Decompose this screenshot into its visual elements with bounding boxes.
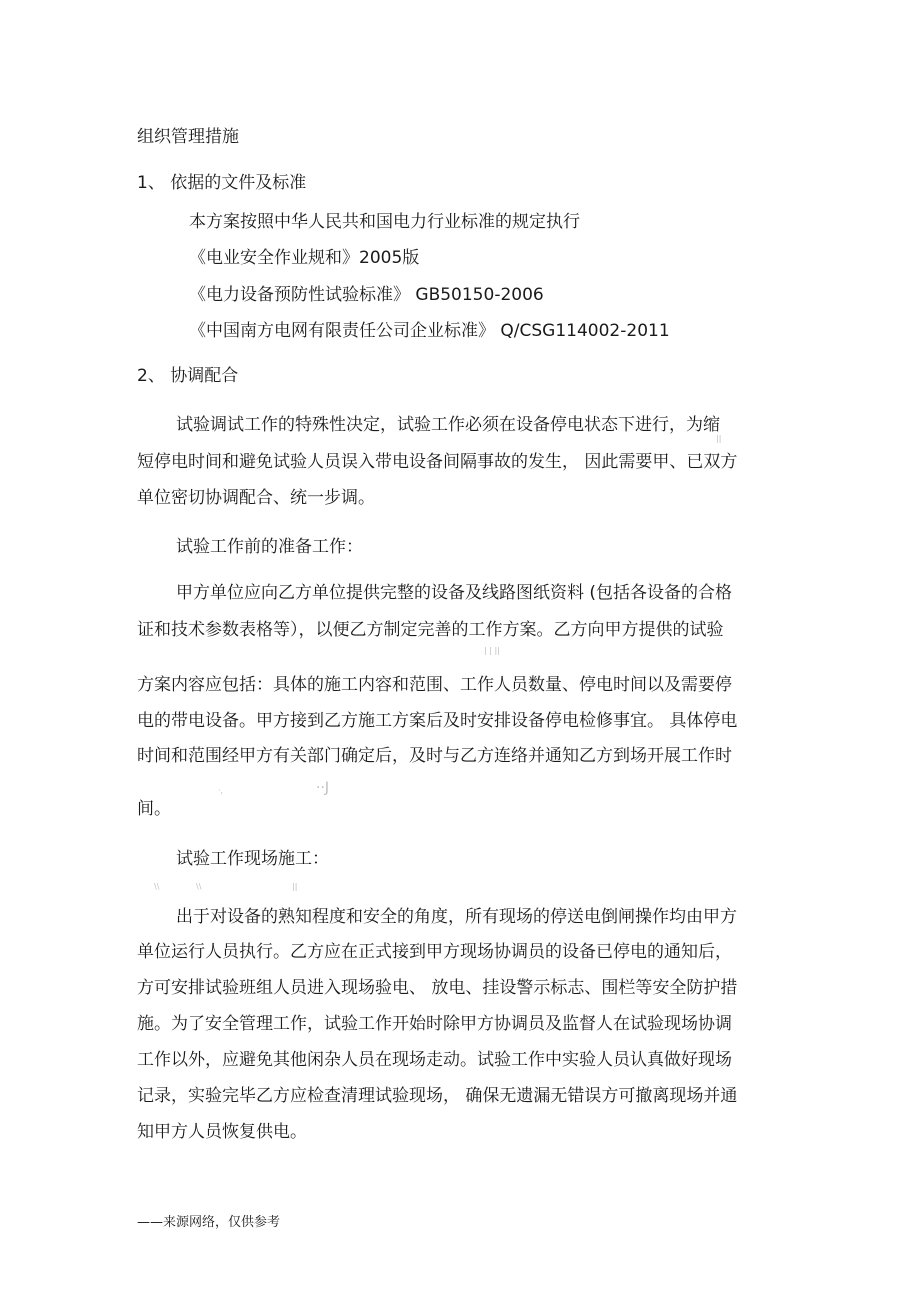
scan-noise-mark: ||: [716, 434, 722, 443]
paragraph-line: 方可安排试验班组人员进入现场验电、 放电、挂设警示标志、围栏等安全防护措: [137, 978, 738, 998]
paragraph-line: 工作以外，应避免其他闲杂人员在现场走动。试验工作中实验人员认真做好现场: [137, 1050, 732, 1070]
paragraph-line: 出于对设备的熟知程度和安全的角度，所有现场的停送电倒闸操作均由甲方: [176, 907, 737, 927]
scan-noise-mark: \\: [196, 882, 202, 891]
paragraph-line: 单位密切协调配合、统一步调。: [137, 488, 375, 508]
paragraph-line: 试验调试工作的特殊性决定，试验工作必须在设备停电状态下进行，为缩: [176, 415, 720, 435]
standard-item: 《电业安全作业规和》2005版: [189, 248, 420, 268]
scan-noise-mark: | | ||: [484, 646, 500, 655]
scan-noise-mark: ·,: [218, 786, 224, 795]
footer-note: ——来源网络，仅供参考: [137, 1215, 281, 1230]
paragraph-line: 单位运行人员执行。乙方应在正式接到甲方现场协调员的设备已停电的通知后，: [137, 942, 732, 962]
scan-noise-mark: ··J: [316, 780, 330, 796]
paragraph-line: 方案内容应包括：具体的施工内容和范围、工作人员数量、停电时间以及需要停: [137, 675, 732, 695]
section-1-heading: 1、 依据的文件及标准: [137, 173, 307, 193]
paragraph-line: 短停电时间和避免试验人员误入带电设备间隔事故的发生， 因此需要甲、已双方: [137, 452, 738, 472]
paragraph-line: 间。: [137, 799, 171, 819]
doc-title: 组织管理措施: [137, 127, 239, 147]
site-heading: 试验工作现场施工：: [176, 849, 329, 869]
scan-noise-mark: \\: [154, 882, 160, 891]
standard-item: 《中国南方电网有限责任公司企业标准》 Q/CSG114002-2011: [189, 321, 670, 341]
section-2-heading: 2、 协调配合: [137, 366, 239, 386]
paragraph-line: 记录，实验完毕乙方应检查清理试验现场， 确保无遗漏无错误方可撤离现场并通: [137, 1086, 738, 1106]
scan-noise-mark: ||: [292, 882, 298, 891]
paragraph-line: 施。为了安全管理工作，试验工作开始时除甲方协调员及监督人在试验现场协调: [137, 1014, 732, 1034]
paragraph-line: 电的带电设备。甲方接到乙方施工方案后及时安排设备停电检修事宜。 具体停电: [137, 711, 738, 731]
standard-item: 《电力设备预防性试验标准》 GB50150-2006: [189, 285, 544, 305]
section-1-intro: 本方案按照中华人民共和国电力行业标准的规定执行: [189, 212, 580, 232]
paragraph-line: 证和技术参数表格等），以便乙方制定完善的工作方案。乙方向甲方提供的试验: [137, 620, 724, 640]
prep-heading: 试验工作前的准备工作：: [176, 537, 363, 557]
paragraph-line: 时间和范围经甲方有关部门确定后，及时与乙方连络并通知乙方到场开展工作时: [137, 746, 732, 766]
paragraph-line: 甲方单位应向乙方单位提供完整的设备及线路图纸资料 (包括各设备的合格: [176, 583, 733, 603]
paragraph-line: 知甲方人员恢复供电。: [137, 1122, 307, 1142]
